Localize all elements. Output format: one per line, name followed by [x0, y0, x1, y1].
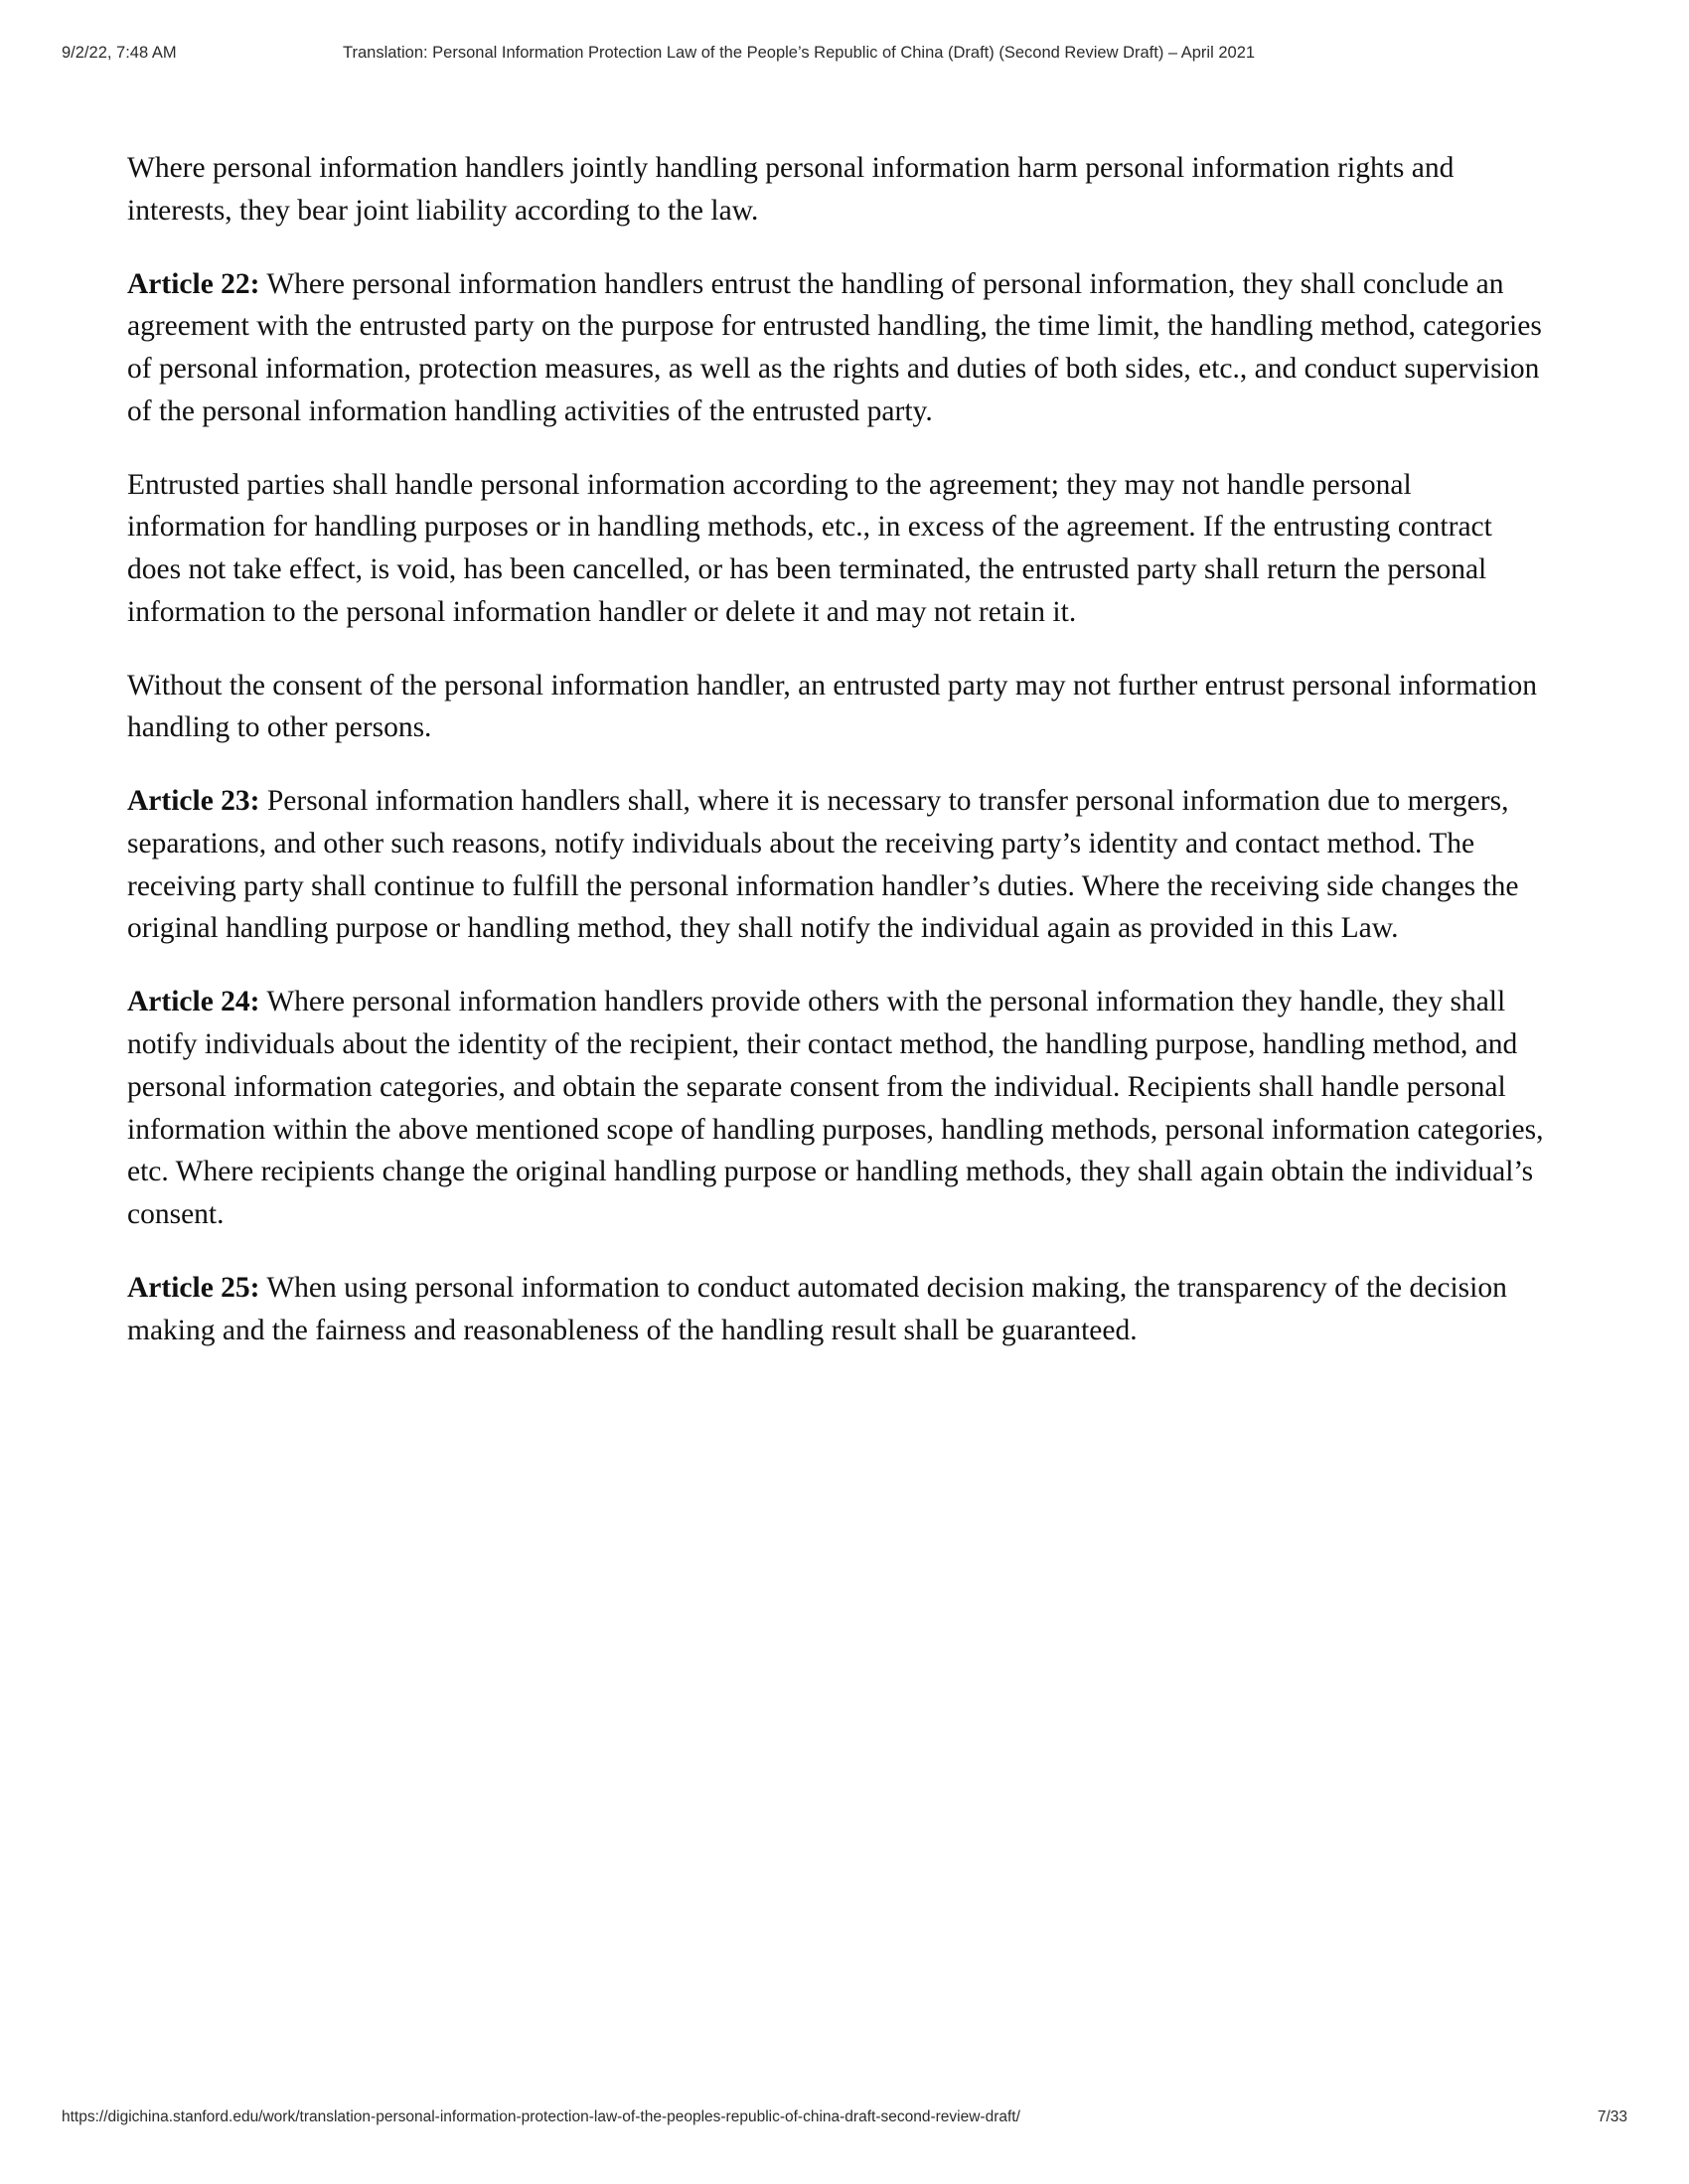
article-label: Article 25: [127, 1271, 260, 1304]
paragraph-text: Where personal information handlers provide others with the personal information they handle, they shall notify individuals about the identity of the recipient, their contact method, the handling purpose, handling method, and personal information categories, and obtain the separate consent from the individual. Recipients shall handle personal information within the above mentioned scope of handling purposes, handling methods, personal information categories, etc. Where recipients change the original handling purpose or handling methods, they shall again obtain the individual’s consent. [127, 986, 1544, 1231]
paragraph [127, 981, 1546, 1236]
paragraph-text: When using personal information to conduct automated decision making, the transparency of the decision making and the fairness and reasonableness of the handling result shall be guaranteed. [127, 1271, 1507, 1346]
paragraph [127, 263, 1546, 433]
paragraph [127, 1267, 1546, 1352]
paragraph-text: Without the consent of the personal information handler, an entrusted party may not further entrust personal information handling to other persons. [127, 669, 1537, 744]
article-label: Article 24: [127, 986, 260, 1018]
article-label: Article 23: [127, 785, 260, 818]
paragraph [127, 780, 1546, 950]
document-title: Translation: Personal Information Protection Law of the People’s Republic of China (Draft) (Second Review Draft) – April 2021 [343, 44, 1256, 62]
print-date: 9/2/22, 7:48 AM [62, 44, 177, 62]
page-number: 7/33 [1597, 2108, 1627, 2125]
paragraph-text: Where personal information handlers entrust the handling of personal information, they shall conclude an agreement with the entrusted party on the purpose for entrusted handling, the time limit, the handling method, categories of personal information, protection measures, as well as the rights and duties of both sides, etc., and conduct supervision of the personal information handling activities of the entrusted party. [127, 267, 1542, 427]
paragraph [127, 464, 1546, 634]
paragraph-text: Where personal information handlers jointly handling personal information harm personal information rights and interests, they bear joint liability according to the law. [127, 152, 1455, 227]
paragraph-text: Personal information handlers shall, where it is necessary to transfer personal information due to mergers, separations, and other such reasons, notify individuals about the receiving party’s identity and contact method. The receiving party shall continue to fulfill the personal information handler’s duties. Where the receiving side changes the original handling purpose or handling method, they shall notify the individual again as provided in this Law. [127, 785, 1519, 945]
paragraph [127, 665, 1546, 750]
print-footer [0, 2108, 1689, 2130]
source-url: https://digichina.stanford.edu/work/translation-personal-information-protection-law-of-the-peoples-republic-of-china-draft-second-review-draft/ [62, 2108, 1020, 2125]
paragraph [127, 147, 1546, 233]
document-body [127, 147, 1546, 1351]
print-header [0, 44, 1689, 68]
paragraph-text: Entrusted parties shall handle personal information according to the agreement; they may not handle personal information for handling purposes or in handling methods, etc., in excess of the agreement. If the entrusting contract does not take effect, is void, has been cancelled, or has been terminated, the entrusted party shall return the personal information to the personal information handler or delete it and may not retain it. [127, 468, 1492, 628]
article-label: Article 22: [127, 267, 260, 300]
